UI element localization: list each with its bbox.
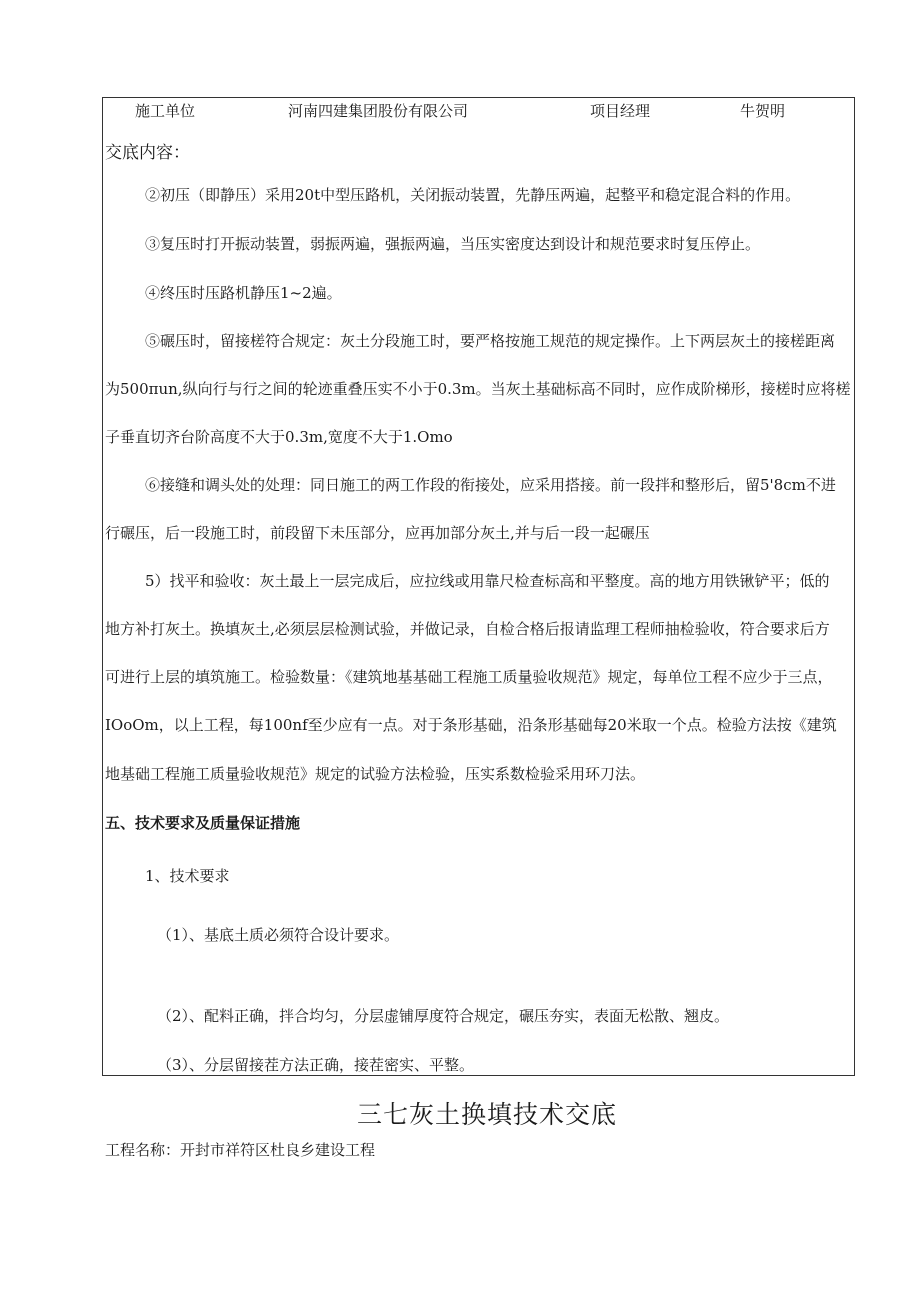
content-label: 交底内容： bbox=[105, 143, 190, 163]
paragraph-5-line-1: ⑤碾压时，留接槎符合规定：灰土分段施工时，要严格按施工规范的规定操作。上下两层灰土的接槎距离 bbox=[145, 332, 836, 350]
tech-item-3: （3）、分层留接茬方法正确，接茬密实、平整。 bbox=[157, 1056, 475, 1074]
paragraph-6-line-2: 行碾压，后一段施工时，前段留下未压部分，应再加部分灰土,并与后一段一起碾压 bbox=[105, 524, 650, 542]
unit-label: 施工单位 bbox=[135, 102, 196, 120]
paragraph-4: ④终压时压路机静压1~2遍。 bbox=[145, 284, 342, 302]
paragraph-2: ②初压（即静压）采用20t中型压路机，关闭振动装置，先静压两遍，起整平和稳定混合料的作用。 bbox=[145, 186, 801, 204]
paragraph-5-line-3: 子垂直切齐台阶高度不大于0.3m,宽度不大于1.Omo bbox=[105, 428, 453, 446]
tech-item-1: （1）、基底土质必须符合设计要求。 bbox=[157, 926, 400, 944]
manager-label: 项目经理 bbox=[590, 102, 651, 120]
manager-value: 牛贺明 bbox=[740, 102, 786, 120]
tech-item-2: （2）、配料正确，拌合均匀，分层虚铺厚度符合规定，碾压夯实，表面无松散、翘皮。 bbox=[157, 1007, 730, 1025]
paragraph-6-line-1: ⑥接缝和调头处的处理：同日施工的两工作段的衔接处，应采用搭接。前一段拌和整形后，留5'8cm不进 bbox=[145, 476, 836, 494]
tech-requirements-heading: 1、技术要求 bbox=[145, 867, 230, 885]
paragraph-5-line-2: 为500πun,纵向行与行之间的轮迹重叠压实不小于0.3m。当灰土基础标高不同时，应作成阶梯形，接槎时应将槎 bbox=[105, 380, 851, 398]
step-5-line-3: 可进行上层的填筑施工。检验数量：《建筑地基基础工程施工质量验收规范》规定，每单位工程不应少于三点， bbox=[105, 668, 833, 686]
paragraph-3: ③复压时打开振动装置，弱振两遍，强振两遍，当压实密度达到设计和规范要求时复压停止。 bbox=[145, 235, 761, 253]
step-5-line-4: IOoOm，以上工程，每100nf至少应有一点。对于条形基础，沿条形基础每20米取一个点。检验方法按《建筑 bbox=[105, 716, 837, 734]
unit-value: 河南四建集团股份有限公司 bbox=[288, 102, 469, 120]
step-5-line-5: 地基础工程施工质量验收规范》规定的试验方法检验，压实系数检验采用环刀法。 bbox=[105, 765, 646, 783]
step-5-line-2: 地方补打灰土。换填灰土,必须层层检测试验，并做记录，自检合格后报请监理工程师抽检验收，符合要求后方 bbox=[105, 620, 830, 638]
document-title: 三七灰土换填技术交底 bbox=[357, 1100, 618, 1129]
project-name: 工程名称：开封市祥符区杜良乡建设工程 bbox=[105, 1141, 376, 1159]
step-5-line-1: 5）找平和验收：灰土最上一层完成后，应拉线或用靠尺检查标高和平整度。高的地方用铁锹铲平；低的 bbox=[145, 572, 830, 590]
section-5-heading: 五、技术要求及质量保证措施 bbox=[105, 814, 301, 832]
